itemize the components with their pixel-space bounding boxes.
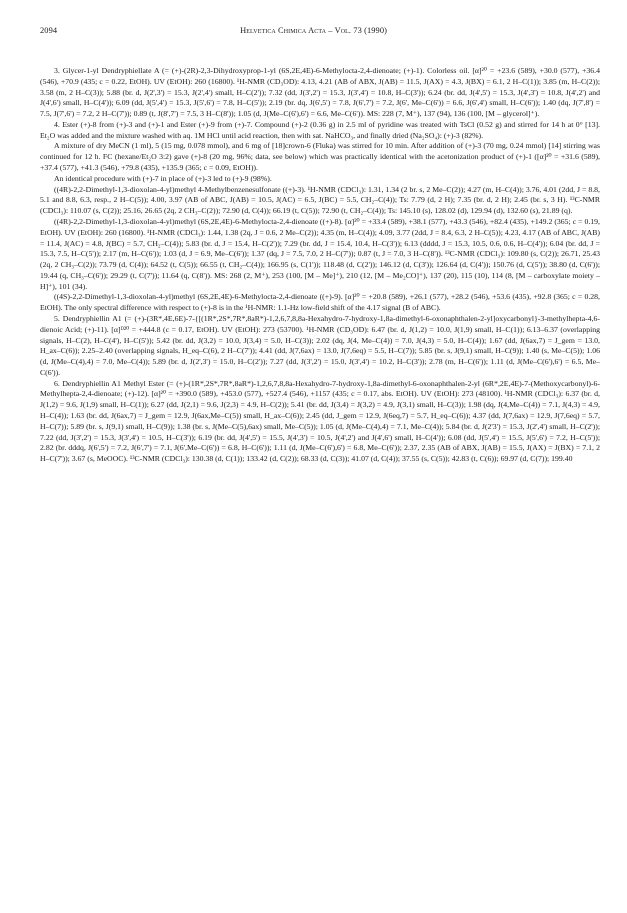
paragraph-ester-8-data: ((4R)-2,2-Dimethyl-1,3-dioxolan-4-yl)methyl (6S,2E,4E)-6-Methylocta-2,4-dienoate ((+)-8). [α]²⁰ = +33.4 (589), +38.1 (577), +43.3 (546), +82.4 (435), +149.2 (365; c = 0.19, EtOH). UV (EtOH): 260 (16800). ¹H-NMR (CDCl₃): 1.44, 1.38 (2q, J = 0.6, 2 Me–C(2)); 4.35 (m, H–C(4)); 4.09, 3.77 (2dd, J = 8.4, 6.3, 2 H–C(5)); 4.23, 4.17 (AB of ABC, J(AB) = 11.4, J(AC) = 4.8, J(BC) = 5.7, CH₂–C(4)); 5.83 (br. d, J = 15.4, H–C(2')); 7.29 (br. dd, J = 15.4, 10.4, H–C(3')); 6.13 (dddd, J = 15.3, 10.5, 0.6, 0.6, H–C(4')); 6.04 (br. dd, J = 15.3, 7.5, H–C(5')); 2.17 (m, H–C(6')); 1.03 (d, J = 6.9, Me–C(6')); 1.37 (dq, J = 7.5, 7.0, 2 H–C(7')); 0.87 (t, J = 7.0, 3 H–C(8')). ¹³C-NMR (CDCl₃): 109.80 (s, C(2)); 26.71, 25.43 (2q, 2 CH₃–C(2)); 73.79 (d, C(4)); 64.52 (t, C(5)); 66.55 (t, CH₂–C(4)); 166.95 (s, C(1')); 118.48 (d, C(2')); 146.12 (d, C(3')); 126.64 (d, C(4')); 150.76 (d, C(5')); 38.80 (d, C(6')); 19.44 (q, CH₃–C(6')); 29.29 (t, C(7')); 11.64 (q, C(8')). MS: 268 (2, M⁺), 253 (100, [M – Me]⁺), 210 (12, [M – Me₂CO]⁺), 137 (20), 115 (10), 114 (8, [M – carboxylate moiety – H]⁺), 101 (34). (40, 216, 600, 291)
paragraph-identical-procedure: An identical procedure with (+)-7 in place of (+)-3 led to (+)-9 (98%). (54, 173, 272, 183)
paragraph-glycerol-ester: 3. Glycer-1-yl Dendryphiellate A (= (+)-(2R)-2,3-Dihydroxyprop-1-yl (6S,2E,4E)-6-Methylocta-2,4-dienoate; (+)-1). Colorless oil. [α]²⁰ = +23.6 (589), +30.0 (577), +36.4 (546), +70.9 (435; c = 0.22, EtOH). UV (EtOH): 260 (16800). ¹H-NMR (CD₃OD): 4.13, 4.21 (AB of ABX, J(AB) = 11.5, J(AX) = 4.3, J(BX) = 6.1, 2 H–C(1)); 3.85 (m, H–C(2)); 3.58 (m, 2 H–C(3)); 5.88 (br. d, J(2',3') = 15.3, J(2',4') small, H–C(2')); 7.32 (dd, J(3',2') = 15.3, J(3',4') = 10.8, H–C(3')); 6.24 (br. dd, J(4',5') = 15.3, J(4',3') = 10.8, J(4',2') and J(4',6') small, H–C(4')); 6.09 (dd, J(5',4') = 15.3, J(5',6') = 7.8, H–C(5')); 2.19 (br. dq, J(6',5') = 7.8, J(6',7') = 7.2, J(6', Me–C(6')) = 6.6, J(6',4') small, H–C(6')); 1.40 (dq, J(7',8') = 7.5, J(7',6') = 7.2, 2 H–C(7')); 0.89 (t, J(8',7') = 7.5, 3 H–C(8')); 1.05 (d, J(Me–C(6'),6') = 6.6, Me–C(6')). MS: 228 (7, M⁺), 137 (94), 136 (100, [M – glycerol]⁺). (40, 66, 600, 119)
paragraph-dendryphiellin-a1: 5. Dendryphiellin A1 (= (+)-(3R*,4E,6E)-7-{[(1R*,2S*,7R*,8aR*)-1,2,6,7,8,8a-Hexahydro-7-hydroxy-1,8a-dimethyl-6-oxonaphthalen-2-yl]oxycarbonyl}-3-methylhepta-4,6-dienoic Acid; (+)-11). [α]ᴰ²⁰ = +444.8 (c = 0.17, EtOH). UV (EtOH): 273 (53700). ¹H-NMR (CD₃OD): 6.47 (br. d, J(1,2) = 10.0, J(1,9) small, H–C(1)); 6.13–6.37 (overlapping signals, H–C(2), H–C(4'), H–C(5')); 5.42 (br. dd, J(3,2) = 10.0, J(3,4) = 5.0, H–C(3)); 2.02 (dq, J(4, Me–C(4)) = 7.0, J(4,3) = 5.0, H–C(4)); 1.67 (dd, J(6ax,7) = J_gem = 13.0, H_ax–C(6)); 2.25–2.40 (overlapping signals, H_eq–C(6), 2 H–C(7')); 4.41 (dd, J(7,6ax) = 13.0, J(7,6eq) = 5.5, H–C(7)); 5.85 (br. s, J(9,1) small, H–C(9)); 1.40 (s, Me–C(5)); 1.06 (d, J(Me–C(4),4) = 7.0, Me–C(4)); 5.89 (br. d, J(2',3') = 15.0, H–C(2')); 7.27 (dd, J(3',2') = 15.0, J(3',4') = 10.2, H–C(3')); 2.78 (m, H–C(6')); 1.11 (d, J(Me–C(6'),6') = 6.5, Me–C(6')). (40, 313, 600, 377)
paragraph-ester-synthesis: 4. Ester (+)-8 from (+)-3 and (+)-1 and Ester (+)-9 from (+)-7. Compound (+)-2 (0.36 g) in 2.5 ml of pyridine was treated with TsCl (0.52 g) and stirred for 14 h at 0° [13]. Et₂O was added and the mixture washed with aq. 1M HCl until acid reaction, then with sat. NaHCO₃, and finally dried (Na₂SO₄): (+)-3 (82%). (40, 119, 600, 140)
paragraph-tosylate-data: ((4R)-2,2-Dimethyl-1,3-dioxolan-4-yl)methyl 4-Methylbenzenesulfonate ((+)-3). ¹H-NMR (CDCl₃): 1.31, 1.34 (2 br. s, 2 Me–C(2)); 4.27 (m, H–C(4)); 3.76, 4.01 (2dd, J = 8.8, 5.1 and 8.8, 6.3, resp., 2 H–C(5)); 4.00, 3.97 (AB of ABC, J(AB) = 10.5, J(AC) = 6.5, J(BC) = 5.5, CH₂–C(4)); Ts: 7.79 (d, 2 H); 7.35 (br. d, 2 H); 2.45 (br. s, 3 H). ¹³C-NMR (CDCl₃): 110.07 (s, C(2)); 25.16, 26.65 (2q, 2 CH₃–C(2)); 72.90 (d, C(4)); 66.19 (t, C(5)); 72.90 (t, CH₂–C(4)); Ts: 145.10 (s), 128.02 (d), 129.94 (d), 132.60 (s), 21.89 (q). (40, 184, 600, 216)
page-header (40, 26, 600, 44)
journal-title: Helvetica Chimica Acta – Vol. 73 (1990) (240, 26, 387, 35)
paragraph-ester-9-data: ((4S)-2,2-Dimethyl-1,3-dioxolan-4-yl)methyl (6S,2E,4E)-6-Methylocta-2,4-dienoate ((+)-9). [α]²⁰ = +20.8 (589), +26.1 (577), +28.2 (546), +53.6 (435), +92.8 (365; c = 0.28, EtOH). The only spectral difference with respect to (+)-8 is in the ¹H-NMR: 1.1-Hz low-field shift of the 4.17 signal (B of ABC). (40, 292, 600, 313)
paragraph-crown-procedure: A mixture of dry MeCN (1 ml), 5 (15 mg, 0.078 mmol), and 6 mg of [18]crown-6 (Fluka) was stirred for 10 min. After addition of (+)-3 (70 mg, 0.24 mmol) [14] stirring was continued for 12 h. FC (hexane/Et₂O 3:2) gave (+)-8 (20 mg, 96%; data, see below) which was practically identical with the acetonization product of (+)-1 ([α]²⁰ = +31.6 (589), +37.4 (577), +41.3 (546), +79.8 (435), +135.9 (365; c = 0.09, EtOH)). (40, 141, 600, 173)
page (40, 26, 600, 465)
experimental-section (40, 66, 600, 465)
paragraph-dendryphiellin-methyl-ester: 6. Dendryphiellin A1 Methyl Ester (= (+)-(1R*,2S*,7R*,8aR*)-1,2,6,7,8,8a-Hexahydro-7-hydroxy-1,8a-dimethyl-6-oxonaphthalen-2-yl (6R*,2E,4E)-7-(Methoxycarbonyl)-6-Methylhepta-2,4-dienoate; (+)-12). [α]²⁰ = +390.0 (589), +453.0 (577), +527.4 (546), +1157 (435; c = 0.17, abs. EtOH). UV (EtOH): 273 (48100). ¹H-NMR (CDCl₃): 6.37 (br. d, J(1,2) = 9.6, J(1,9) small, H–C(1)); 6.27 (dd, J(2,1) = 9.6, J(2,3) = 4.9, H–C(2)); 5.41 (br. dd, J(3,4) = J(3,2) = 4.9, J(3,1) small, H–C(3)); 1.98 (dq, J(4,Me–C(4)) = 7.1, J(4,3) = 4.9, H–C(4)); 1.63 (br. dd, J(6ax,7) = J_gem = 12.9, J(6ax,Me–C(5)) small, H_ax–C(6)); 2.45 (dd, J_gem = 12.9, J(6eq,7) = 5.7, H_eq–C(6)); 4.37 (dd, J(7,6ax) = 12.9, J(7,6eq) = 5.7, H–C(7)); 5.89 (br. s, J(9,1) small, H–C(9)); 1.38 (br. s, J(Me–C(5),6ax) small, Me–C(5)); 1.05 (d, J(Me–C(4),4) = 7.1, Me–C(4)); 5.84 (br. d, J(2'3') = 15.3, J(2',4') small, H–C(2')); 7.22 (dd, J(3',2') = 15.3, J(3',4') = 10.5, H–C(3')); 6.19 (br. dd, J(4',5') = 15.5, J(4',3') = 10.5, J(4',2') and J(4',6') small, H–C(4')); 6.08 (dd, J(5',4') = 15.5, J(5',6') = 7.2, H–C(5')); 2.82 (br. dddq, J(6',5') = 7.2, J(6',7') = 7.1, J(6',Me–C(6')) = 6.8, H–C(6')); 1.11 (d, J(Me–C(6'),6') = 6.8, Me–C(6')); 2.37, 2.35 (AB of ABX, J(AB) = 15.5, J(AX) = J(BX) = 7.1, 2 H–C(7')); 3.67 (s, MeOOC). ¹³C-NMR (CDCl₃): 130.38 (d, C(1)); 133.42 (d, C(2)); 68.33 (d, C(3)); 41.07 (d, C(4)); 37.55 (s, C(5)); 42.83 (t, C(6)); 69.97 (d, C(7)); 199.40 (40, 378, 600, 464)
page-number: 2094 (40, 26, 58, 35)
